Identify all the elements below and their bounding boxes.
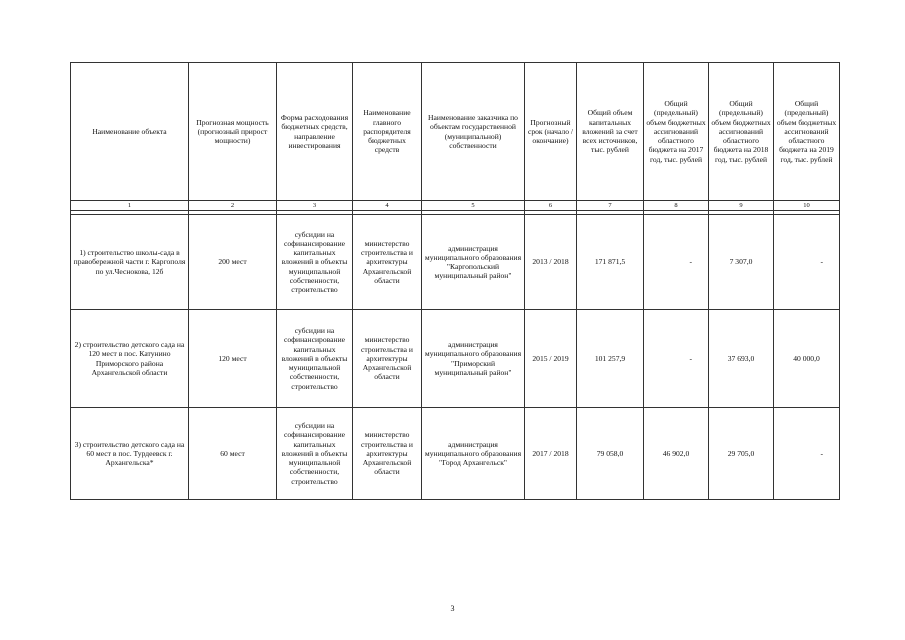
header-cell-manager: Наименование главного распорядителя бюджетных средств [353,63,422,201]
header-cell-customer: Наименование заказчика по объектам государственной (муниципальной) собственности [422,63,525,201]
object-name-cell: 2) строительство детского сада на 120 мест в пос. Катунино Приморского района Архангельской области [71,310,189,408]
amount-2018-cell: 7 307,0 [709,215,774,310]
investment-table [70,62,840,500]
header-cell-2018: Общий (предельный) объем бюджетных ассигнований областного бюджета на 2018 год, тыс. рублей [709,63,774,201]
form-cell: субсидии на софинансирование капитальных вложений в объекты муниципальной собственности, строительство [277,215,353,310]
header-cell-object: Наименование объекта [71,63,189,201]
header-cell-term: Прогнозный срок (начало / окончание) [525,63,577,201]
term-cell: 2013 / 2018 [525,215,577,310]
header-cell-form: Форма расходования бюджетных средств, направление инвестирования [277,63,353,201]
object-name-cell: 3) строительство детского сада на 60 мест в пос. Турдеевск г. Архангельска* [71,408,189,500]
header-cell-capacity: Прогнозная мощность (прогнозный прирост мощности) [189,63,277,201]
customer-cell: администрация муниципального образования "Приморский муниципальный район" [422,310,525,408]
header-cell-2019: Общий (предельный) объем бюджетных ассигнований областного бюджета на 2019 год, тыс. рублей [774,63,840,201]
page-number: 3 [450,604,455,613]
table-row [71,215,840,310]
column-number: 3 [277,201,353,211]
manager-cell: министерство строительства и архитектуры Архангельской области [353,310,422,408]
amount-2017-cell: - [644,215,709,310]
column-number: 2 [189,201,277,211]
table-row [71,310,840,408]
customer-cell: администрация муниципального образования "Каргопольский муниципальный район" [422,215,525,310]
amount-2017-cell: - [644,310,709,408]
customer-cell: администрация муниципального образования "Город Архангельск" [422,408,525,500]
amount-2019-cell: - [774,215,840,310]
header-cell-total: Общий объем капитальных вложений за счет всех источников, тыс. рублей [577,63,644,201]
term-cell: 2017 / 2018 [525,408,577,500]
column-number: 5 [422,201,525,211]
amount-2018-cell: 37 693,0 [709,310,774,408]
column-number: 10 [774,201,840,211]
object-name-cell: 1) строительство школы-сада в правобережной части г. Каргополя по ул.Чеснокова, 12б [71,215,189,310]
column-number: 4 [353,201,422,211]
column-number: 8 [644,201,709,211]
header-row [71,63,840,201]
column-number: 1 [71,201,189,211]
form-cell: субсидии на софинансирование капитальных вложений в объекты муниципальной собственности, строительство [277,408,353,500]
form-cell: субсидии на софинансирование капитальных вложений в объекты муниципальной собственности, строительство [277,310,353,408]
manager-cell: министерство строительства и архитектуры Архангельской области [353,215,422,310]
amount-2018-cell: 29 705,0 [709,408,774,500]
capacity-cell: 60 мест [189,408,277,500]
capacity-cell: 200 мест [189,215,277,310]
total-cell: 101 257,9 [577,310,644,408]
amount-2017-cell: 46 902,0 [644,408,709,500]
column-number: 6 [525,201,577,211]
capacity-cell: 120 мест [189,310,277,408]
term-cell: 2015 / 2019 [525,310,577,408]
total-cell: 171 871,5 [577,215,644,310]
column-number: 7 [577,201,644,211]
total-cell: 79 058,0 [577,408,644,500]
column-number: 9 [709,201,774,211]
table-row [71,408,840,500]
amount-2019-cell: 40 000,0 [774,310,840,408]
amount-2019-cell: - [774,408,840,500]
header-cell-2017: Общий (предельный) объем бюджетных ассигнований областного бюджета на 2017 год, тыс. рублей [644,63,709,201]
column-number-row [71,201,840,211]
manager-cell: министерство строительства и архитектуры Архангельской области [353,408,422,500]
